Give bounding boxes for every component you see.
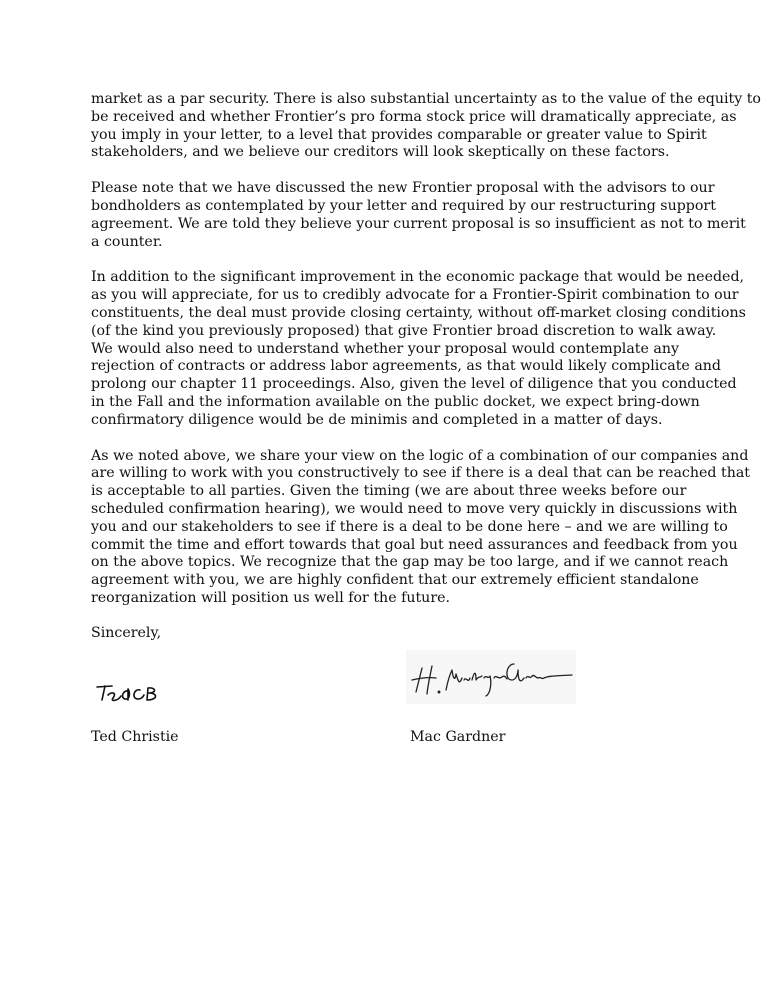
text-line: a counter. bbox=[91, 233, 163, 250]
signer-name-mac-gardner: Mac Gardner bbox=[410, 729, 506, 745]
text-line: you and our stakeholders to see if there is a deal to be done here – and we are willing to bbox=[91, 518, 728, 535]
text-line: As we noted above, we share your view on the logic of a combination of our companies and bbox=[91, 447, 749, 464]
text-line: market as a par security. There is also substantial uncertainty as to the value of the equity to bbox=[91, 91, 761, 107]
paragraph-4 bbox=[91, 447, 751, 608]
signature-mac-gardner bbox=[406, 650, 576, 704]
paragraph-2 bbox=[91, 180, 746, 251]
text-line: on the above topics. We recognize that the gap may be too large, and if we cannot reach bbox=[91, 554, 729, 571]
text-line: you imply in your letter, to a level that provides comparable or greater value to Spirit bbox=[91, 126, 707, 143]
letter-body bbox=[91, 91, 761, 626]
signature-ted-christie bbox=[94, 678, 166, 706]
text-line: as you will appreciate, for us to credibly advocate for a Frontier-Spirit combination to our bbox=[91, 287, 739, 304]
text-line: (of the kind you previously proposed) that give Frontier broad discretion to walk away. bbox=[91, 322, 717, 339]
text-line: confirmatory diligence would be de minimis and completed in a matter of days. bbox=[91, 411, 663, 428]
text-line: agreement. We are told they believe your current proposal is so insufficient as not to merit bbox=[91, 215, 746, 232]
paragraph-3 bbox=[91, 269, 746, 429]
text-line: agreement with you, we are highly confident that our extremely efficient standalone bbox=[91, 572, 699, 589]
text-line: are willing to work with you constructively to see if there is a deal that can be reached that bbox=[91, 465, 751, 482]
text-line: rejection of contracts or address labor agreements, as that would likely complicate and bbox=[91, 358, 721, 375]
text-line: is acceptable to all parties. Given the timing (we are about three weeks before our bbox=[91, 483, 687, 500]
text-line: We would also need to understand whether your proposal would contemplate any bbox=[91, 340, 680, 357]
text-line: constituents, the deal must provide closing certainty, without off-market closing conditions bbox=[91, 304, 746, 321]
closing-salutation: Sincerely, bbox=[91, 625, 162, 641]
text-line: scheduled confirmation hearing), we would need to move very quickly in discussions with bbox=[91, 500, 738, 517]
text-line: prolong our chapter 11 proceedings. Also, given the level of diligence that you conducted bbox=[91, 376, 737, 393]
text-line: stakeholders, and we believe our creditors will look skeptically on these factors. bbox=[91, 144, 670, 161]
text-line: commit the time and effort towards that goal but need assurances and feedback from you bbox=[91, 536, 738, 553]
paragraph-1 bbox=[91, 91, 761, 162]
signer-name-ted-christie: Ted Christie bbox=[91, 729, 179, 745]
text-line: be received and whether Frontier’s pro forma stock price will dramatically appreciate, as bbox=[91, 108, 737, 125]
text-line: Please note that we have discussed the new Frontier proposal with the advisors to our bbox=[91, 180, 715, 197]
text-line: bondholders as contemplated by your letter and required by our restructuring support bbox=[91, 197, 716, 214]
text-line: In addition to the significant improvement in the economic package that would be needed, bbox=[91, 269, 745, 286]
text-line: in the Fall and the information available on the public docket, we expect bring-down bbox=[91, 393, 700, 410]
text-line: reorganization will position us well for the future. bbox=[91, 589, 451, 606]
